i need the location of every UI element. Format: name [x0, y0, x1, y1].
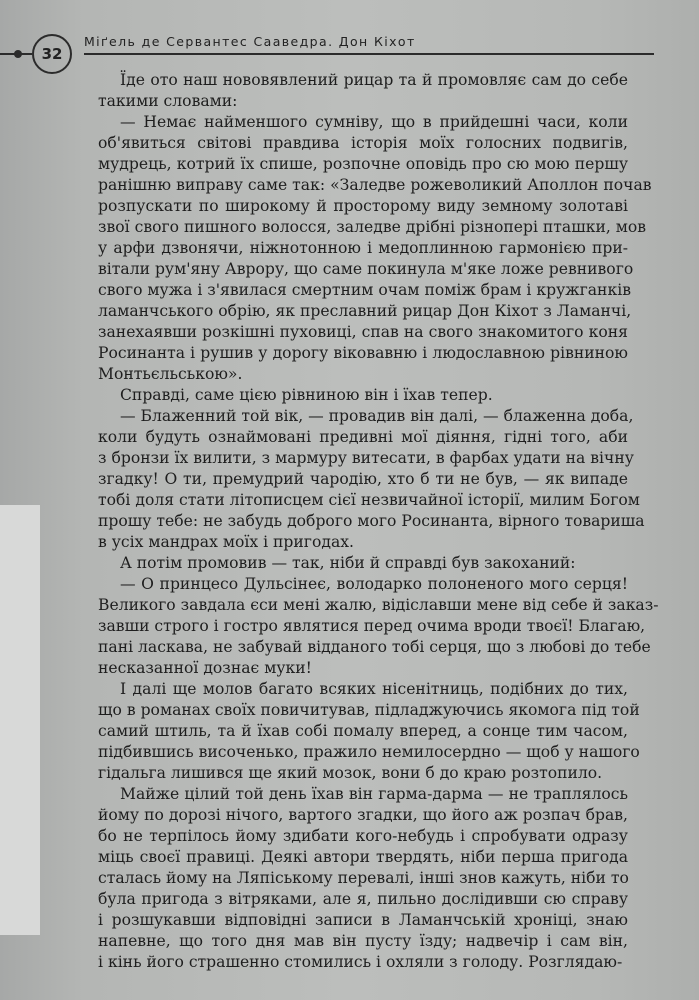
text-line: що в романах своїх повичитував, підладжуючись якомога під той: [98, 701, 640, 719]
paragraph: [98, 70, 628, 112]
paragraph: [98, 406, 645, 553]
paragraph: [98, 784, 628, 973]
text-line: мудрець, котрий їх спише, розпочне оповідь про сю мою першу: [98, 155, 628, 173]
text-line: йому по дорозі нічого, вартого згадки, що його аж розпач брав,: [98, 806, 628, 824]
text-line: бо не терпілось йому здибати кого-небудь і спробувати одразу: [98, 827, 628, 845]
text-line: завши строго і гостро являтися перед очима вроди твоєї! Благаю,: [98, 617, 646, 635]
text-line: звої свого пишного волосся, заледве дрібні різнопері пташки, мов: [98, 218, 647, 236]
text-line: А потім промовив — так, ніби й справді був закоханий:: [120, 554, 576, 572]
text-line: Великого завдала єси мені жалю, відіславши мене від себе й заказ-: [98, 596, 659, 614]
text-line: була пригода з вітряками, але я, пильно дослідивши сю справу: [98, 890, 628, 908]
text-line: занехаявши розкішні пуховиці, спав на свого знакомитого коня: [98, 323, 628, 341]
text-line: з бронзи їх вилити, з мармуру витесати, в фарбах удати на вічну: [98, 449, 634, 467]
text-line: Росинанта і рушив у дорогу віковавню і людославною рівниною: [98, 344, 628, 362]
text-line: Монтьєльською».: [98, 365, 243, 383]
paragraph: [98, 112, 652, 385]
text-line: Їде ото наш нововявлений рицар та й промовляє сам до себе: [120, 71, 628, 89]
text-line: вітали рум'яну Аврору, що саме покинула м'яке ложе ревнивого: [98, 260, 634, 278]
running-title: Міґель де Сервантес Сааведра. Дон Кіхот: [84, 34, 416, 49]
text-line: сталась йому на Ляпіському перевалі, інші знов кажуть, ніби то: [98, 869, 629, 887]
text-line: несказанної дознає муки!: [98, 659, 312, 677]
text-line: міць своєї правиці. Деякі автори твердять, ніби перша пригода: [98, 848, 628, 866]
text-line: у арфи дзвонячи, ніжнотонною і медоплинною гармонією при-: [98, 239, 628, 257]
text-line: самий штиль, та й їхав собі помалу вперед, а сонце тим часом,: [98, 722, 628, 740]
text-line: тобі доля стати літописцем сієї незвичайної історії, милим Богом: [98, 491, 640, 509]
paragraph: [98, 679, 640, 784]
text-line: прошу тебе: не забудь доброго мого Росинанта, вірного товариша: [98, 512, 645, 530]
text-line: свого мужа і з'явилася смертним очам поміж брам і кружганків: [98, 281, 631, 299]
text-line: об'явиться світові правдива історія моїх голосних подвигів,: [98, 134, 628, 152]
paragraph: [98, 574, 659, 679]
text-line: пані ласкава, не забувай відданого тобі серця, що з любові до тебе: [98, 638, 651, 656]
text-line: гідальга лишився ще який мозок, вони б до краю розтопило.: [98, 764, 603, 782]
text-line: коли будуть ознаймовані предивні мої діяння, гідні того, аби: [98, 428, 628, 446]
text-line: і розшукавши відповідні записи в Ламанчській хроніці, знаю: [98, 911, 628, 929]
text-line: — Блаженний той вік, — провадив він далі, — блаженна доба,: [120, 407, 634, 425]
text-line: в усіх мандрах моїх і пригодах.: [98, 533, 355, 551]
text-line: розпускати по широкому й просторому виду земному золотаві: [98, 197, 628, 215]
text-line: ранішню виправу саме так: «Заледве рожеволикий Аполлон почав: [98, 176, 652, 194]
text-line: — Немає найменшого сумніву, що в прийдешні часи, коли: [120, 113, 628, 131]
text-line: Майже цілий той день їхав він гарма-дарма — не траплялось: [120, 785, 628, 803]
text-line: ламанчського обрію, як преславний рицар Дон Кіхот з Ламанчі,: [98, 302, 632, 320]
text-line: підбившись височенько, пражило немилосердно — щоб у нашого: [98, 743, 640, 761]
paragraph: [98, 385, 628, 406]
page-number: 32: [32, 34, 72, 74]
text-line: І далі ще молов багато всяких нісенітниць, подібних до тих,: [120, 680, 628, 698]
text-line: і кінь його страшенно стомились і охляли з голоду. Розглядаю-: [98, 953, 623, 971]
text-line: напевне, що того дня мав він пусту їзду; надвечір і сам він,: [98, 932, 628, 950]
text-line: такими словами:: [98, 92, 238, 110]
edge-paper-patch: [0, 505, 40, 935]
text-line: згадку! О ти, премудрий чародію, хто б ти не був, — як випаде: [98, 470, 628, 488]
body-text: [98, 70, 659, 973]
header-dot: [14, 50, 22, 58]
header-rule-right: [84, 53, 654, 55]
paragraph: [98, 553, 628, 574]
text-line: Справді, саме цією рівниною він і їхав тепер.: [120, 386, 493, 404]
text-line: — О принцесо Дульсінеє, володарко полоненого мого серця!: [120, 575, 628, 593]
